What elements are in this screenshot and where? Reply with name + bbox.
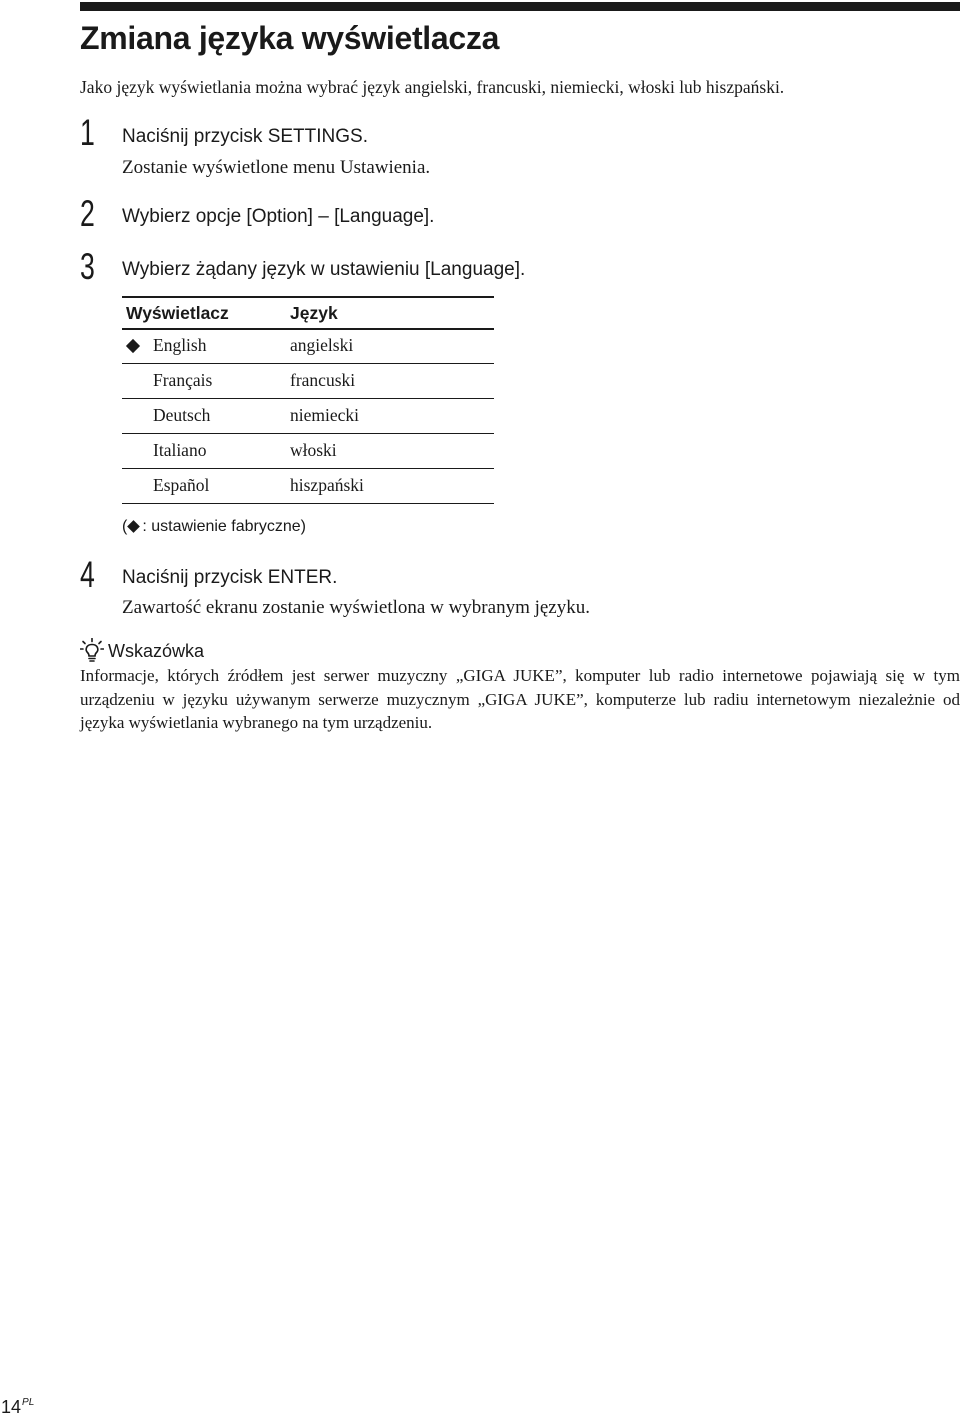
default-marker-icon [126,339,140,353]
page-number [1,1397,34,1418]
row-divider [122,363,494,364]
row-divider [122,433,494,434]
table-legend [122,518,306,536]
table-top-rule [122,296,494,298]
lightbulb-icon [80,638,104,664]
display-cell: Italiano [153,440,207,460]
step-2-number: 2 [80,193,95,234]
display-cell: Español [153,475,210,495]
display-cell: English [153,335,207,355]
table-header-rule [122,328,494,330]
column-header-display: Wyświetlacz [126,303,229,323]
step-4-text: Naciśnij przycisk ENTER. [122,567,338,588]
intro-paragraph: Jako język wyświetlania można wybrać język angielski, francuski, niemiecki, włoski lub hiszpański. [80,77,785,97]
step-3-text: Wybierz żądany język w ustawieniu [Language]. [122,259,526,280]
step-1-subtext: Zostanie wyświetlone menu Ustawienia. [122,157,431,178]
page-title: Zmiana języka wyświetlacza [80,20,500,56]
tip-paragraph: Informacje, których źródłem jest serwer muzyczny „GIGA JUKE”, komputer lub radio internetowe pojawiają się w tym urządzeniu w języku używanym serwerze muzycznym „GIGA JUKE”, komputerze lub radiu internetowym niezależnie od języka wyświetlania wybranego na tym urządzeniu. [80,666,960,732]
step-1-number: 1 [80,112,95,153]
legend-text: : ustawienie fabryczne) [142,518,306,535]
row-divider [122,398,494,399]
step-2-text: Wybierz opcje [Option] – [Language]. [122,206,435,227]
page-number-value: 14 [1,1397,22,1417]
language-cell: włoski [290,440,337,460]
row-divider [122,468,494,469]
step-3-number: 3 [80,246,95,287]
page-language-suffix: PL [22,1397,35,1408]
display-cell: Deutsch [153,405,211,425]
step-1-text: Naciśnij przycisk SETTINGS. [122,126,368,147]
step-4-number: 4 [80,554,95,595]
language-cell: hiszpański [290,475,364,495]
header-rule [80,2,960,11]
table-bottom-rule [122,503,494,504]
language-cell: francuski [290,370,356,390]
display-cell: Français [153,370,213,390]
language-cell: niemiecki [290,405,360,425]
legend-open-paren: ( [122,518,128,535]
step-4-subtext: Zawartość ekranu zostanie wyświetlona w wybranym języku. [122,597,590,618]
language-cell: angielski [290,335,354,355]
tip-heading: Wskazówka [108,641,205,661]
default-marker-icon [127,520,140,533]
column-header-language: Język [290,303,338,323]
